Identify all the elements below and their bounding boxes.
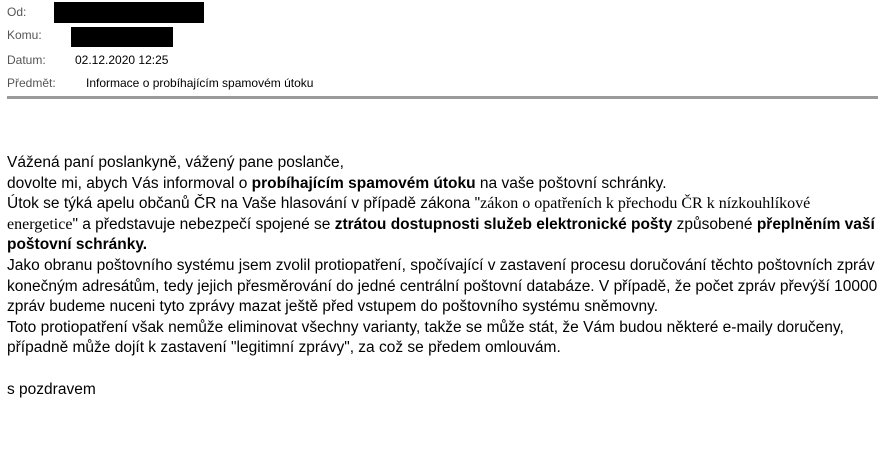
intro-text: dovolte mi, abych Vás informoval o (7, 174, 252, 192)
salutation: Vážená paní poslankyně, vážený pane poslanče, (7, 154, 344, 171)
intro-bold: probíhajícím spamovém útoku (251, 174, 476, 192)
header-separator (7, 96, 878, 99)
from-redacted-block (54, 2, 204, 23)
attack-text: Útok se týká apelu občanů ČR na Vaše hlasování v případě zákona " (7, 195, 481, 213)
subject-label: Předmět: (7, 76, 56, 90)
paragraph-intro (7, 174, 882, 195)
closing: s pozdravem (7, 380, 96, 398)
attack-text-3: způsobené (672, 215, 757, 233)
spacer (7, 359, 882, 380)
date-label: Datum: (7, 53, 46, 67)
date-value: 02.12.2020 12:25 (75, 53, 169, 67)
to-label: Komu: (7, 28, 42, 42)
from-label: Od: (7, 5, 27, 19)
intro-text-end: na vaše poštovní schránky. (475, 174, 667, 192)
email-body (7, 153, 882, 400)
paragraph-defense: Jako obranu poštovního systému jsem zvolil protiopatření, spočívající v zastavení procesu doručování těchto poštovních zpráv konečným adresátům, tedy jejich přesměrování do jedné centrální poštovní databáze. V případě, že počet zpráv převýší 10000 zpráv budeme nuceni tyto zprávy mazat ještě před vstupem do poštovního systému sněmovny. (7, 256, 878, 316)
attack-bold-2: přeplněním vaší poštovní schránky. (7, 215, 875, 254)
subject-value: Informace o probíhajícím spamovém útoku (86, 76, 314, 90)
law-name: zákon o opatřeních k přechodu ČR k nízkouhlíkové energetice (7, 195, 811, 233)
to-redacted-block (71, 27, 173, 47)
attack-text-2: " a představuje nebezpečí spojené se (72, 215, 335, 233)
attack-bold-1: ztrátou dostupnosti služeb elektronické pošty (334, 215, 673, 233)
paragraph-attack (7, 194, 882, 256)
paragraph-limitation: Toto protiopatření však nemůže eliminovat všechny varianty, takže se může stát, že Vám budou některé e-maily doručeny, případně může dojít k zastavení "legitimní zprávy", za což se předem omlouvám. (7, 318, 844, 357)
